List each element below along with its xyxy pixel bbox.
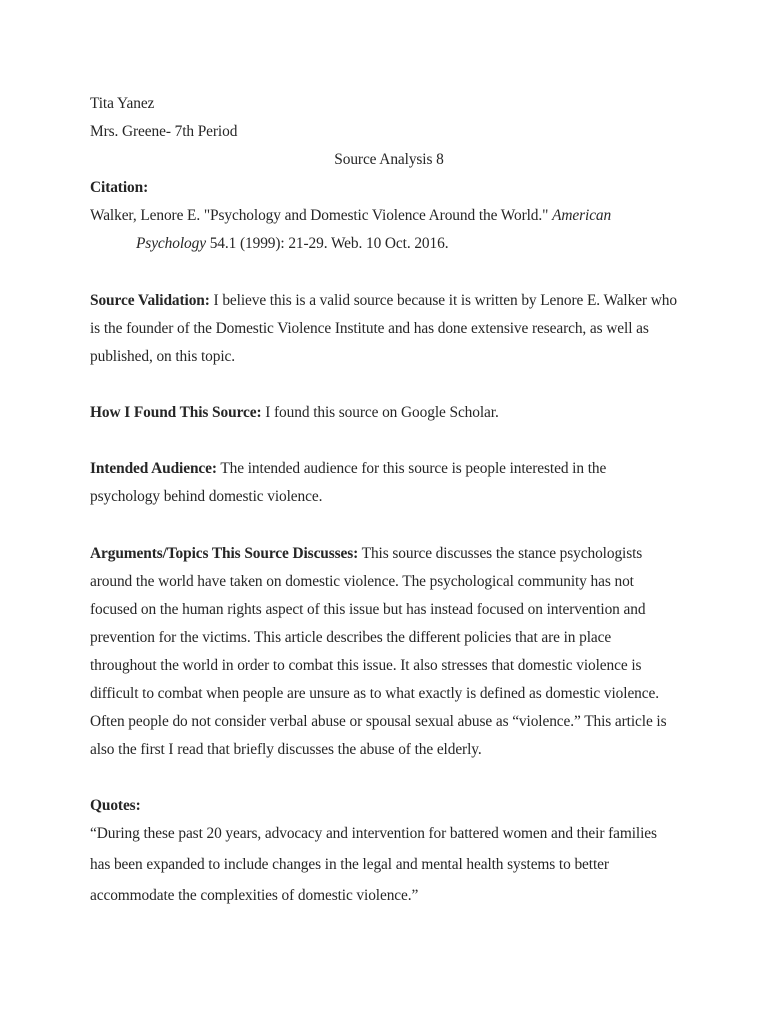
intended-audience-line-2: psychology behind domestic violence.: [90, 488, 323, 505]
document-title: Source Analysis 8: [334, 151, 444, 168]
quote-line-2: has been expanded to include changes in the legal and mental health systems to better: [90, 856, 609, 873]
arguments-line-1: Arguments/Topics This Source Discusses: This source discusses the stance psychologists: [90, 545, 643, 562]
intended-audience-heading: Intended Audience:: [90, 460, 217, 477]
source-validation-line-3: published, on this topic.: [90, 348, 235, 365]
citation-line-1: Walker, Lenore E. "Psychology and Domestic Violence Around the World." American: [90, 207, 612, 224]
quote-line-3: accommodate the complexities of domestic violence.”: [90, 887, 419, 904]
arguments-line-4: prevention for the victims. This article describes the different policies that are in place: [90, 629, 612, 646]
teacher-period: Mrs. Greene- 7th Period: [90, 123, 238, 140]
quote-line-1: “During these past 20 years, advocacy and intervention for battered women and their families: [90, 825, 657, 842]
arguments-line-6: difficult to combat when people are unsure as to what exactly is defined as domestic violence.: [90, 685, 659, 702]
how-found-line: How I Found This Source: I found this source on Google Scholar.: [90, 404, 499, 421]
citation-heading: Citation:: [90, 179, 149, 196]
citation-line-2: Psychology 54.1 (1999): 21-29. Web. 10 Oct. 2016.: [136, 235, 449, 252]
intended-audience-line-1: Intended Audience: The intended audience for this source is people interested in the: [90, 460, 607, 477]
arguments-line-7: Often people do not consider verbal abuse or spousal sexual abuse as “violence.” This article is: [90, 713, 667, 730]
how-found-heading: How I Found This Source:: [90, 404, 262, 421]
student-name: Tita Yanez: [90, 95, 155, 112]
source-validation-heading: Source Validation:: [90, 292, 210, 309]
source-validation-line-1: Source Validation: I believe this is a valid source because it is written by Lenore E. Walker who: [90, 292, 677, 309]
arguments-heading: Arguments/Topics This Source Discusses:: [90, 545, 359, 562]
arguments-line-8: also the first I read that briefly discusses the abuse of the elderly.: [90, 741, 482, 758]
source-validation-line-2: is the founder of the Domestic Violence Institute and has done extensive research, as well as: [90, 320, 649, 337]
arguments-line-2: around the world have taken on domestic violence. The psychological community has not: [90, 573, 634, 590]
quotes-heading: Quotes:: [90, 797, 141, 814]
arguments-line-3: focused on the human rights aspect of this issue but has instead focused on intervention and: [90, 601, 646, 618]
arguments-line-5: throughout the world in order to combat this issue. It also stresses that domestic violence is: [90, 657, 642, 674]
